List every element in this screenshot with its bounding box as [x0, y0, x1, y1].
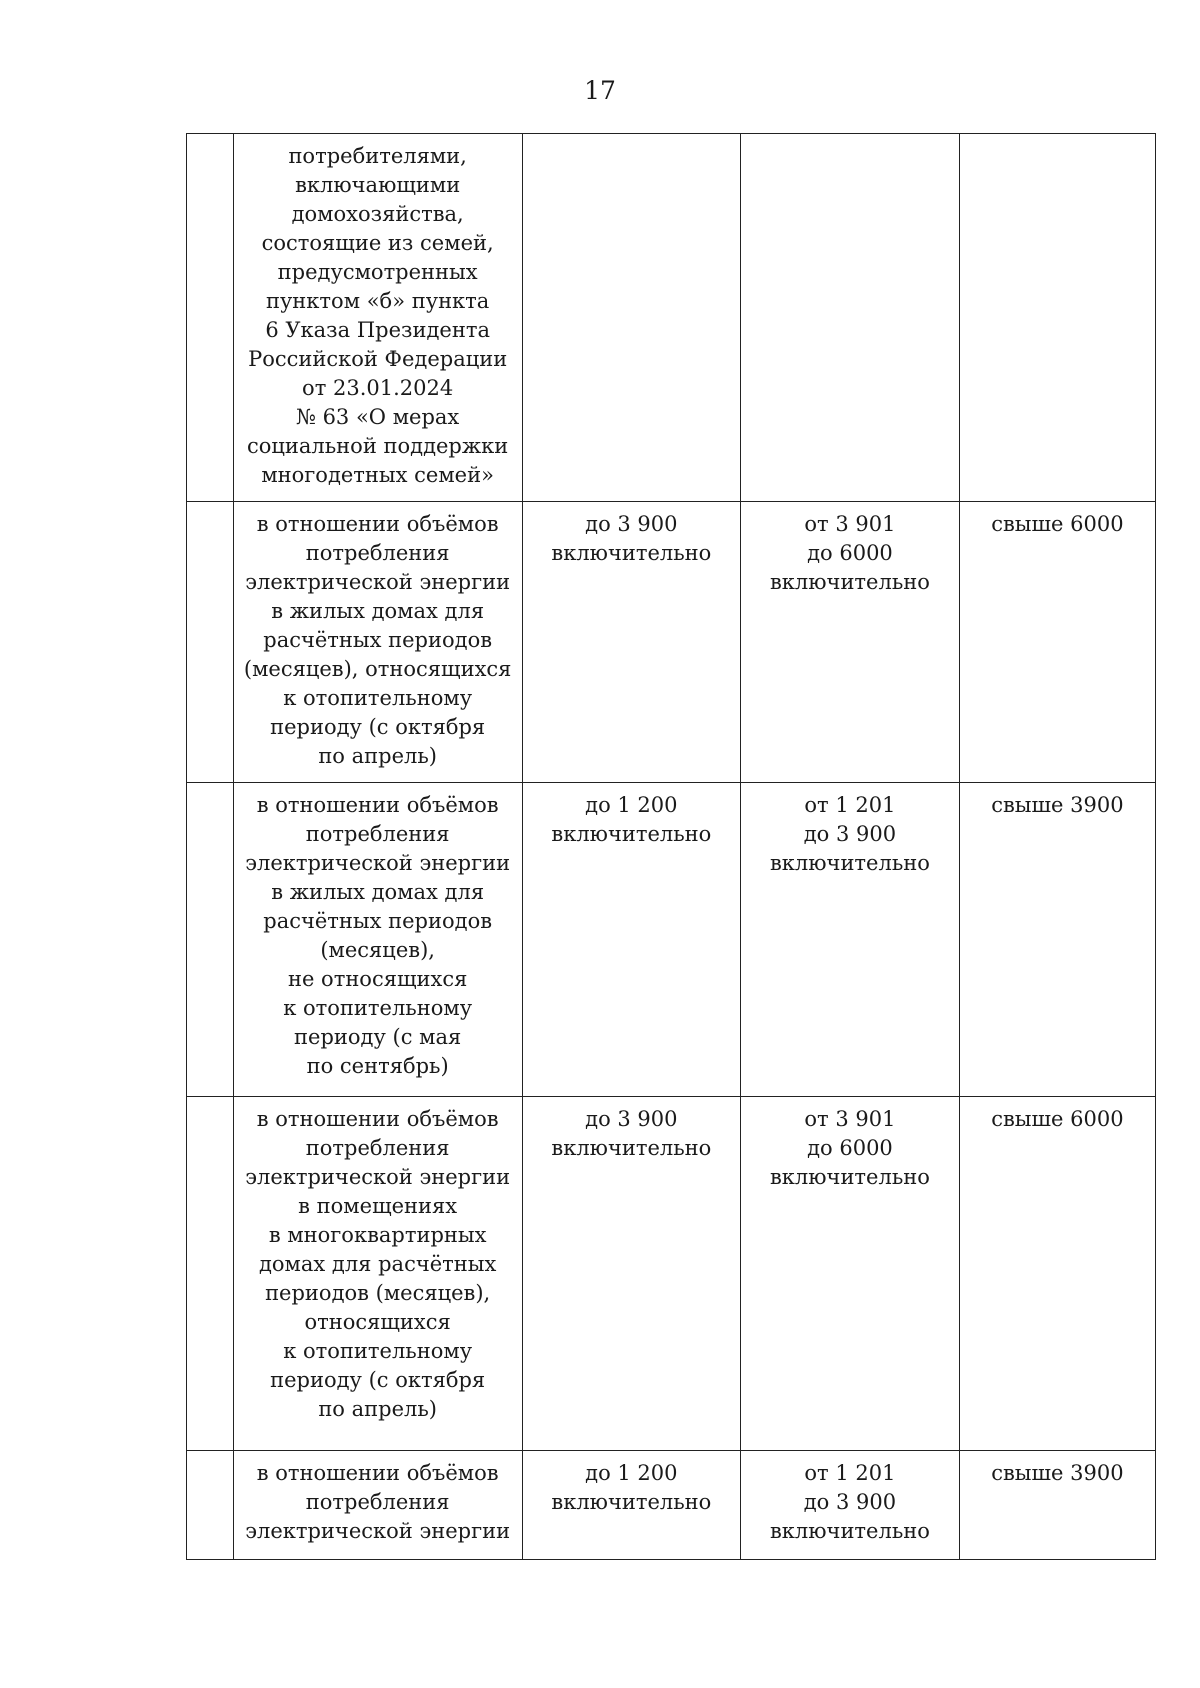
table-row: [187, 134, 1156, 502]
range-3-cell: свыше 3900: [959, 1451, 1155, 1560]
range-3-cell: свыше 6000: [959, 502, 1155, 783]
table-row: [187, 1097, 1156, 1451]
table-row: [187, 783, 1156, 1097]
range-3-cell: свыше 3900: [959, 783, 1155, 1097]
range-2-cell: от 1 201 до 3 900 включительно: [741, 783, 960, 1097]
description-cell: потребителями, включающими домохозяйства, состоящие из семей, предусмотренных пунктом «б» пункта 6 Указа Президента Российской Федерации от 23.01.2024 № 63 «О мерах социальной поддержки многодетных семей»: [233, 134, 522, 502]
range-2-cell: [741, 134, 960, 502]
range-2-cell: от 3 901 до 6000 включительно: [741, 1097, 960, 1451]
row-number-cell: [187, 1451, 234, 1560]
range-2-cell: от 3 901 до 6000 включительно: [741, 502, 960, 783]
range-2-cell: от 1 201 до 3 900 включительно: [741, 1451, 960, 1560]
row-number-cell: [187, 783, 234, 1097]
range-1-cell: до 1 200 включительно: [522, 1451, 741, 1560]
row-number-cell: [187, 1097, 234, 1451]
range-1-cell: до 1 200 включительно: [522, 783, 741, 1097]
table-row: [187, 1451, 1156, 1560]
description-cell: в отношении объёмов потребления электрической энергии: [233, 1451, 522, 1560]
description-cell: в отношении объёмов потребления электрической энергии в помещениях в многоквартирных домах для расчётных периодов (месяцев), относящихся к отопительному периоду (с октября по апрель): [233, 1097, 522, 1451]
range-1-cell: [522, 134, 741, 502]
description-cell: в отношении объёмов потребления электрической энергии в жилых домах для расчётных периодов (месяцев), не относящихся к отопительному периоду (с мая по сентябрь): [233, 783, 522, 1097]
range-1-cell: до 3 900 включительно: [522, 502, 741, 783]
row-number-cell: [187, 502, 234, 783]
row-number-cell: [187, 134, 234, 502]
tariff-consumption-table: [186, 133, 1156, 1560]
range-3-cell: свыше 6000: [959, 1097, 1155, 1451]
range-3-cell: [959, 134, 1155, 502]
range-1-cell: до 3 900 включительно: [522, 1097, 741, 1451]
table-row: [187, 502, 1156, 783]
description-cell: в отношении объёмов потребления электрической энергии в жилых домах для расчётных периодов (месяцев), относящихся к отопительному периоду (с октября по апрель): [233, 502, 522, 783]
page-number: 17: [584, 76, 616, 105]
